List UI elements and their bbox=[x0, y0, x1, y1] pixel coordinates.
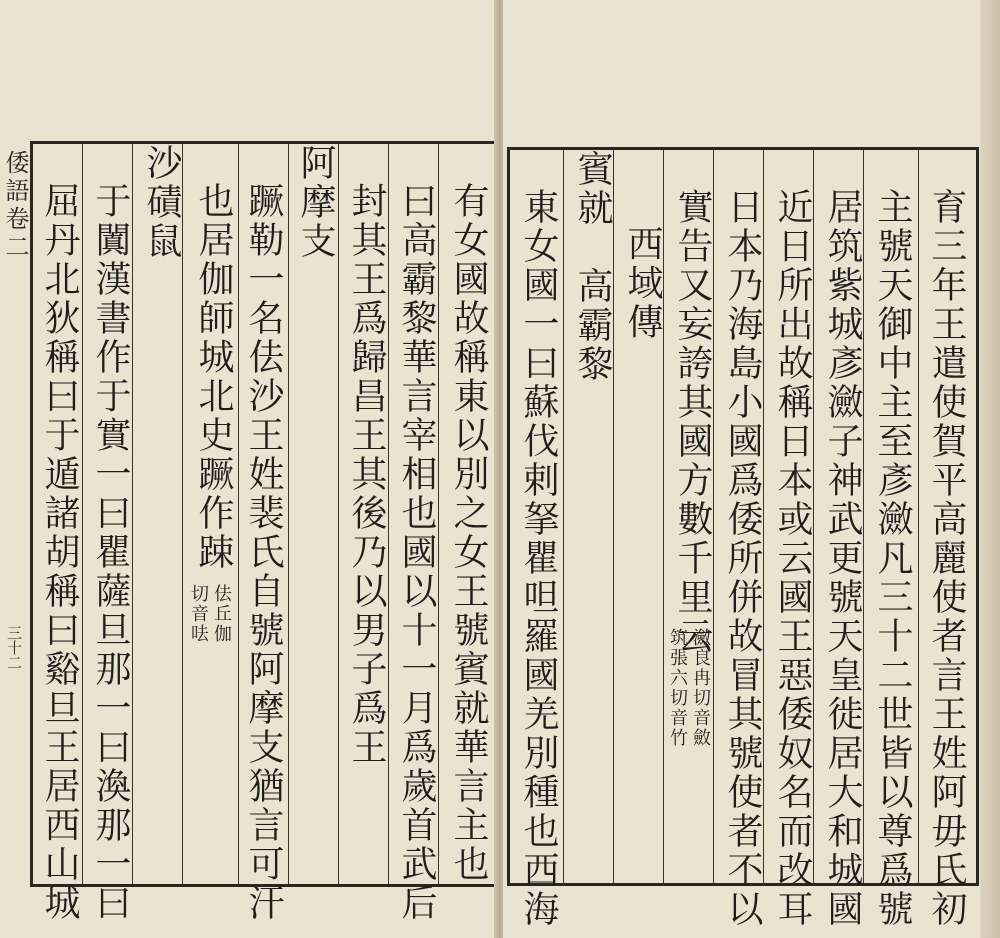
text-column: 封其王爲歸昌王其後乃以男子爲王 bbox=[346, 182, 387, 767]
column-rule bbox=[182, 144, 183, 884]
text-column: 日本乃海島小國爲倭所併故冒其號使者不以 bbox=[722, 188, 763, 929]
column-rule bbox=[918, 150, 919, 883]
column-rule bbox=[82, 144, 83, 884]
page-edge bbox=[980, 0, 1000, 938]
section-heading: 賓就 高霸黎 bbox=[572, 150, 613, 384]
section-heading: 阿摩支 bbox=[295, 144, 336, 261]
column-rule bbox=[813, 150, 814, 883]
left-text-frame bbox=[30, 141, 498, 923]
text-column: 也居伽師城北史蹶作踈 bbox=[193, 182, 234, 572]
section-heading: 西域傳 bbox=[622, 225, 663, 342]
right-page bbox=[503, 0, 1000, 938]
right-text-frame bbox=[507, 147, 979, 929]
text-column: 屈丹北狄稱曰于遁諸胡稱曰谿旦王居西山城 bbox=[39, 182, 80, 923]
text-column: 東女國一曰蘇伐剌拏瞿呾羅國羌別種也西海 bbox=[518, 188, 559, 929]
margin-title: 倭語卷二 bbox=[1, 150, 29, 262]
column-rule bbox=[713, 150, 714, 883]
text-column: 實告又妄誇其國方數千里云 bbox=[672, 188, 713, 656]
text-column: 有女國故稱東以別之女王號賓就華言主也 bbox=[448, 182, 489, 884]
column-rule bbox=[613, 150, 614, 883]
annotation-note: 切音呿 bbox=[188, 584, 209, 644]
column-rule bbox=[132, 144, 133, 884]
column-rule bbox=[763, 150, 764, 883]
column-rule bbox=[388, 144, 389, 884]
column-rule bbox=[563, 150, 564, 883]
text-column: 主號天御中主至彥瀲凡三十二世皆以尊爲號 bbox=[872, 188, 913, 929]
folio-number: 三十二 bbox=[5, 625, 23, 670]
column-rule bbox=[338, 144, 339, 884]
annotation-note: 瀲良冉切音斂 bbox=[690, 628, 711, 748]
text-column: 曰高霸黎華言宰相也國以十一月爲歲首武后 bbox=[396, 182, 437, 923]
column-rule bbox=[863, 150, 864, 883]
text-column: 蹶勒一名佉沙王姓裴氏自號阿摩支猶言可汗 bbox=[243, 182, 284, 923]
section-heading: 沙磧鼠 bbox=[141, 144, 182, 261]
column-rule bbox=[288, 144, 289, 884]
column-rule bbox=[238, 144, 239, 884]
annotation-note: 佉丘伽 bbox=[211, 584, 232, 644]
text-column: 近日所出故稱日本或云國王惡倭奴名而改耳 bbox=[772, 188, 813, 929]
annotation-note: 筑張六切音竹 bbox=[667, 628, 688, 748]
text-column: 居筑紫城彥瀲子神武更號天皇徙居大和城國 bbox=[822, 188, 863, 929]
column-rule bbox=[438, 144, 439, 884]
text-column: 育三年王遣使賀平高麗使者言王姓阿毋氏初 bbox=[926, 188, 967, 929]
left-page bbox=[0, 0, 497, 938]
column-rule bbox=[663, 150, 664, 883]
text-column: 于闐漢書作于實一曰瞿薩旦那一曰渙那一曰 bbox=[90, 182, 131, 923]
